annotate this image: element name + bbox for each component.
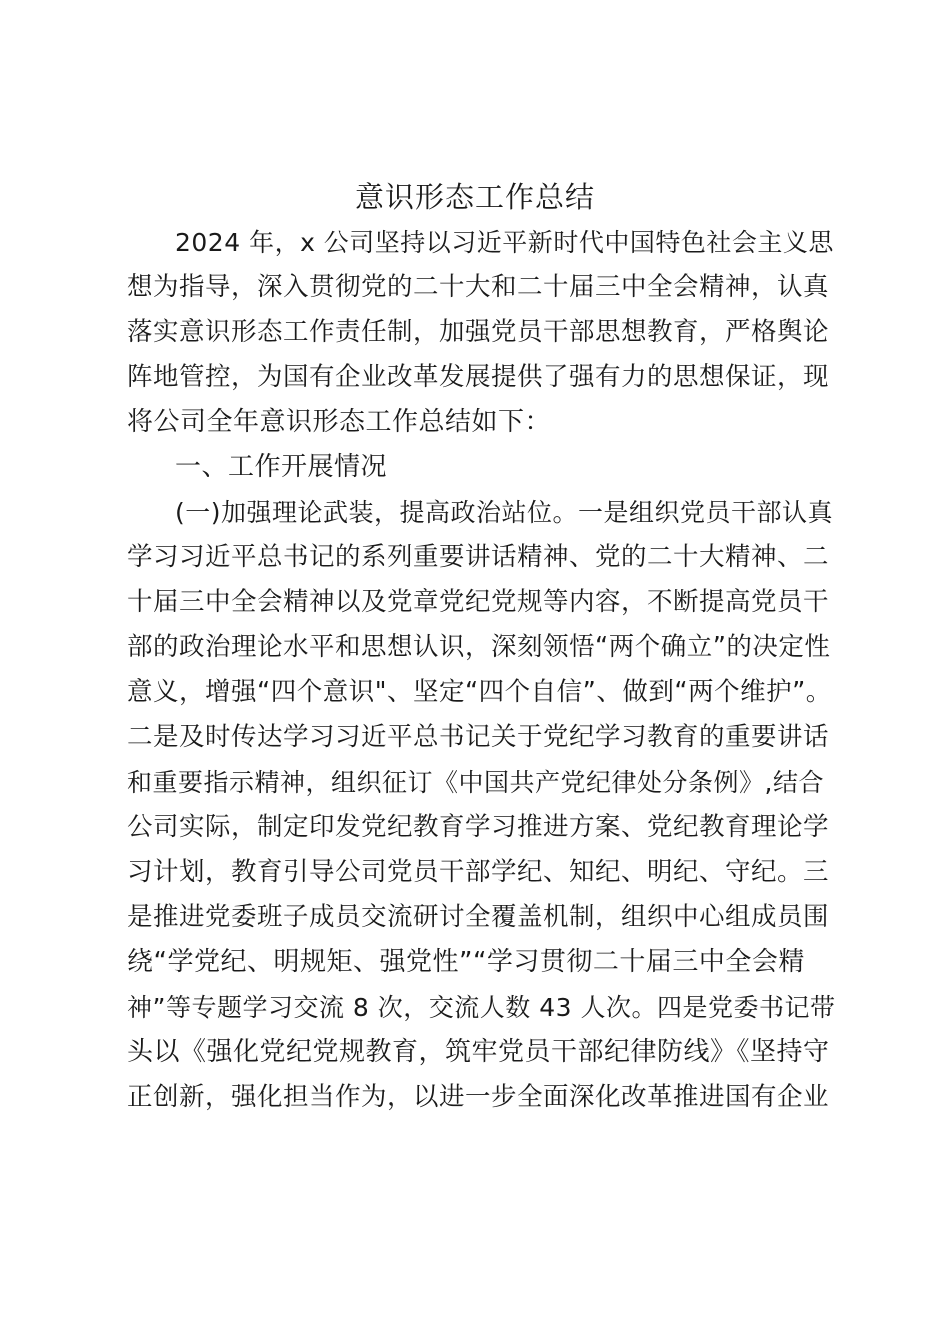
paragraph-line: 落实意识形态工作责任制，加强党员干部思想教育，严格舆论 <box>127 317 830 347</box>
paragraph-line: 公司实际，制定印发党纪教育学习推进方案、党纪教育理论学 <box>127 812 830 842</box>
paragraph-line: 将公司全年意识形态工作总结如下： <box>127 407 552 437</box>
paragraph-line: 阵地管控，为国有企业改革发展提供了强有力的思想保证，现 <box>127 362 830 392</box>
paragraph-line: 想为指导，深入贯彻党的二十大和二十届三中全会精神，认真 <box>127 272 830 302</box>
paragraph-line: (一)加强理论武装，提高政治站位。一是组织党员干部认真 <box>175 498 834 527</box>
paragraph-line: 2024 年，x 公司坚持以习近平新时代中国特色社会主义思 <box>175 228 834 257</box>
paragraph-line: 正创新，强化担当作为，以进一步全面深化改革推进国有企业 <box>127 1082 830 1112</box>
paragraph-line: 意义，增强“四个意识"、坚定“四个自信”、做到“两个维护”。 <box>127 677 832 707</box>
paragraph-line: 是推进党委班子成员交流研讨全覆盖机制，组织中心组成员围 <box>127 902 830 932</box>
paragraph-line: 二是及时传达学习习近平总书记关于党纪学习教育的重要讲话 <box>127 722 830 752</box>
paragraph-line: 十届三中全会精神以及党章党纪党规等内容，不断提高党员干 <box>127 587 830 617</box>
paragraph-line: 习计划，教育引导公司党员干部学纪、知纪、明纪、守纪。三 <box>127 857 830 887</box>
paragraph-line: 绕“学党纪、明规矩、强党性”“学习贯彻二十届三中全会精 <box>127 947 805 977</box>
paragraph-line: 和重要指示精神，组织征订《中国共产党纪律处分条例》,结合 <box>127 768 824 797</box>
paragraph-line: 头以《强化党纪党规教育，筑牢党员干部纪律防线》《坚持守 <box>127 1037 830 1067</box>
paragraph-line: 学习习近平总书记的系列重要讲话精神、党的二十大精神、二 <box>127 542 830 572</box>
paragraph-line: 部的政治理论水平和思想认识，深刻领悟“两个确立”的决定性 <box>127 632 831 662</box>
section-heading: 一、工作开展情况 <box>175 452 388 482</box>
paragraph-line: 神”等专题学习交流 8 次，交流人数 43 人次。四是党委书记带 <box>127 993 836 1022</box>
document-title: 意识形态工作总结 <box>354 180 595 214</box>
